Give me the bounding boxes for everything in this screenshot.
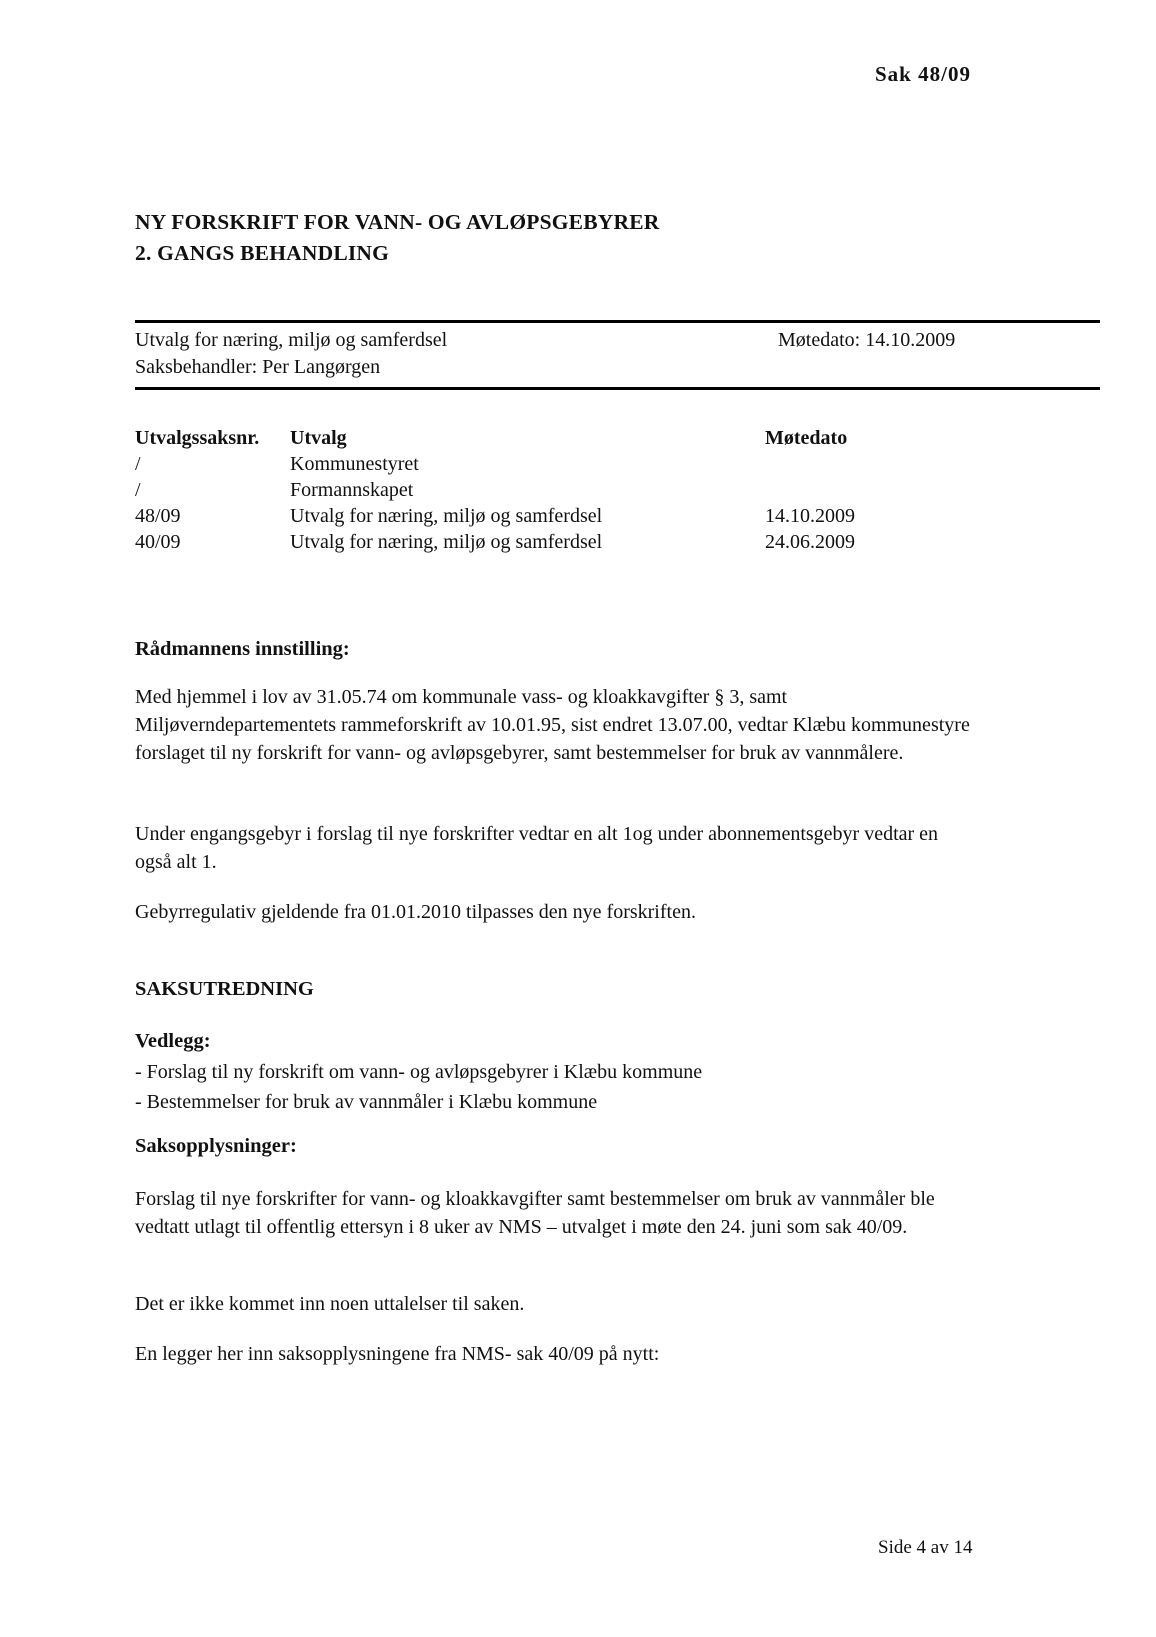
table-row-2-date	[765, 477, 1100, 503]
column-header-date: Møtedato	[765, 427, 848, 449]
table-row-3-date: 14.10.2009	[765, 505, 855, 527]
meeting-date: Møtedato: 14.10.2009	[778, 329, 956, 351]
committee-name: Utvalg for næring, miljø og samferdsel	[135, 329, 448, 351]
attachments-heading: Vedlegg:	[135, 1030, 211, 1052]
case-info-paragraph-2: Det er ikke kommet inn noen uttalelser til saken.	[135, 1293, 525, 1315]
recommendation-paragraph-1: Med hjemmel i lov av 31.05.74 om kommunale vass- og kloakkavgifter § 3, samt Miljøverndepartementets rammeforskrift av 10.01.95, sist endret 13.07.00, vedtar Klæbu kommunestyre forslaget til ny forskrift for vann- og avløpsgebyrer, samt bestemmelser for bruk av vannmålere.	[135, 686, 970, 764]
table-row-1-date	[765, 451, 1100, 477]
table-row-3-committee: Utvalg for næring, miljø og samferdsel	[290, 505, 603, 527]
attachment-item-2: - Bestemmelser for bruk av vannmåler i Klæbu kommune	[135, 1091, 598, 1113]
case-officer: Saksbehandler: Per Langørgen	[135, 356, 381, 378]
table-row-4-date: 24.06.2009	[765, 531, 855, 553]
column-header-committee: Utvalg	[290, 427, 347, 449]
case-info-heading: Saksopplysninger:	[135, 1135, 297, 1157]
assessment-heading: SAKSUTREDNING	[135, 978, 314, 1000]
table-row-1-case-no: /	[135, 453, 141, 475]
page-number: Side 4 av 14	[878, 1537, 973, 1558]
recommendation-paragraph-2: Under engangsgebyr i forslag til nye forskrifter vedtar en alt 1og under abonnementsgebyr vedtar en også alt 1.	[135, 823, 939, 873]
document-title	[135, 207, 659, 269]
recommendation-paragraph-3: Gebyrregulativ gjeldende fra 01.01.2010 tilpasses den nye forskriften.	[135, 901, 696, 923]
recommendation-heading: Rådmannens innstilling:	[135, 638, 350, 660]
attachment-item-1: - Forslag til ny forskrift om vann- og avløpsgebyrer i Klæbu kommune	[135, 1061, 703, 1083]
column-header-case-no: Utvalgssaksnr.	[135, 427, 260, 449]
header-row-committee	[135, 327, 1100, 354]
table-row-3-case-no: 48/09	[135, 505, 181, 527]
table-row-4-case-no: 40/09	[135, 531, 181, 553]
table-row-4-committee: Utvalg for næring, miljø og samferdsel	[290, 531, 603, 553]
case-info-paragraph-1: Forslag til nye forskrifter for vann- og kloakkavgifter samt bestemmelser om bruk av vannmåler ble vedtatt utlagt til offentlig ettersyn i 8 uker av NMS – utvalget i møte den 24. juni som sak 40/09.	[135, 1188, 935, 1238]
committee-history-table	[135, 425, 1100, 555]
document-title-line2: 2. GANGS BEHANDLING	[135, 241, 390, 265]
document-title-line1: NY FORSKRIFT FOR VANN- OG AVLØPSGEBYRER	[135, 210, 660, 234]
table-row-1-committee: Kommunestyret	[290, 453, 419, 475]
table-row-2-case-no: /	[135, 479, 141, 501]
case-header-box	[135, 320, 1100, 390]
case-number: Sak 48/09	[875, 62, 971, 86]
table-row-2-committee: Formannskapet	[290, 479, 414, 501]
header-row-officer	[135, 354, 1100, 381]
case-info-paragraph-3: En legger her inn saksopplysningene fra NMS- sak 40/09 på nytt:	[135, 1343, 660, 1365]
